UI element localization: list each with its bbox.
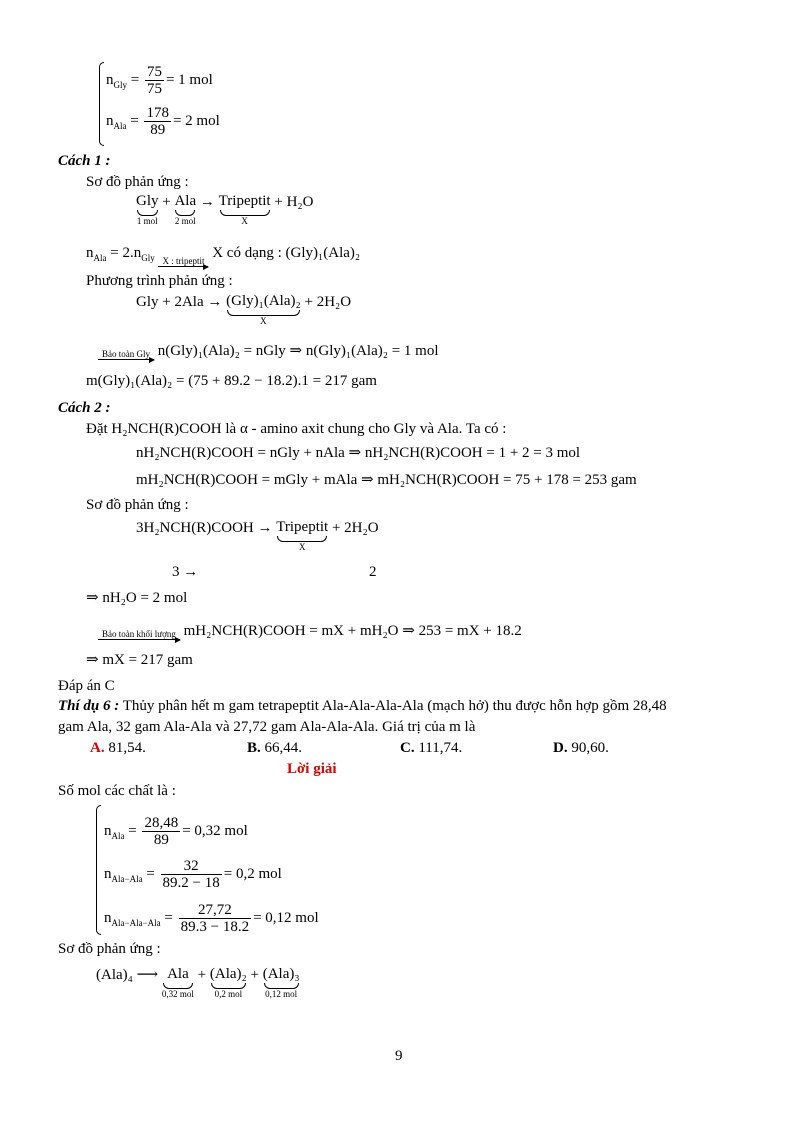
example6-title: Thí dụ 6 : <box>58 698 120 714</box>
intro-brace <box>99 62 104 146</box>
tripeptit-underbrace: Tripeptit X <box>276 519 329 552</box>
mass-conservation-arrow: Bảo toàn khối lượng <box>98 629 180 640</box>
option-c: C. 111,74. <box>400 740 463 756</box>
ala-reactant: Ala 2 mol <box>174 193 197 226</box>
cach2-equation: 3H₂NCH(R)COOH → Tripeptit X + 2H₂O <box>136 519 379 552</box>
page-number: 9 <box>395 1048 403 1064</box>
product-ala2: (Ala)₂ 0,2 mol <box>209 966 247 999</box>
product-underbrace: (Gly)₁(Ala)₂ X <box>226 293 301 326</box>
n-ala-line: $n_{Ala}$ = $\frac{28,48}{89}$ = 0,32 mol <box>104 815 248 848</box>
ala-fraction: $\frac{178}{89}$ <box>146 105 169 138</box>
cach2-mx: ⇒ mX = 217 gam <box>86 652 193 668</box>
cach1-heading: Cách 1 : <box>58 153 111 169</box>
hydrolysis-scheme: (Ala)₄ ⟶ Ala 0,32 mol + (Ala)₂ 0,2 mol + (Ala)₃ 0,12 mol <box>96 966 300 999</box>
cach1-equation: Gly + 2Ala → (Gly)₁(Ala)₂ X + 2H₂O <box>136 293 352 326</box>
cach1-scheme-label: Sơ đồ phản ứng : <box>86 174 189 190</box>
cach2-conservation: Bảo toàn khối lượng mH₂NCH(R)COOH = mX + mH₂O ⇒ 253 = mX + 18.2 <box>98 622 522 640</box>
cach1-eq-label: Phương trình phản ứng : <box>86 273 233 289</box>
cach1-scheme: Gly 1 mol + Ala 2 mol → Tripeptit X + H₂O <box>136 193 314 226</box>
scheme-label: Sơ đồ phản ứng : <box>58 941 161 957</box>
cach2-intro: Đặt H₂NCH(R)COOH là α - amino axit chung cho Gly và Ala. Ta có : <box>86 421 507 437</box>
cach1-ratio: $n_{Ala} = 2.n_{Gly}$ X : tripeptit X có dạng : (Gly)₁(Ala)₂ <box>86 245 361 266</box>
n-ala-equation: $n_{Ala}$ = $\frac{178}{89}$ = 2 mol <box>106 105 220 138</box>
cach2-m-expr: mH₂NCH(R)COOH = mGly + mAla ⇒ mH₂NCH(R)COOH = 75 + 178 = 253 gam <box>136 472 637 488</box>
gly-fraction: $\frac{75}{75}$ <box>146 64 162 97</box>
tripeptit-product: Tripeptit X <box>218 193 271 226</box>
example6-line2: gam Ala, 32 gam Ala-Ala và 27,72 gam Ala-Ala-Ala. Giá trị của m là <box>58 719 476 735</box>
option-b: B. 66,44. <box>247 740 303 756</box>
cach1-conservation: Bảo toàn Gly n(Gly)₁(Ala)₂ = nGly ⇒ n(Gly)₁(Ala)₂ = 1 mol <box>98 342 439 360</box>
n-ala-ala-line: $n_{Ala-Ala}$ = $\frac{32}{89.2 - 18}$ = 0,2 mol <box>104 858 282 891</box>
s1-fraction: $\frac{28,48}{89}$ <box>144 815 179 848</box>
solution-heading: Lời giải <box>287 761 337 777</box>
s2-fraction: $\frac{32}{89.2 - 18}$ <box>162 858 220 891</box>
cach2-nh2o: ⇒ nH₂O = 2 mol <box>86 590 188 606</box>
n-ala-ala-ala-line: $n_{Ala-Ala-Ala}$ = $\frac{27,72}{89.3 - 18.2}$ = 0,12 mol <box>104 902 319 935</box>
coef-right: 2 <box>369 564 377 580</box>
option-a: A. 81,54. <box>90 740 146 756</box>
cach2-scheme-label: Sơ đồ phản ứng : <box>86 497 189 513</box>
s3-fraction: $\frac{27,72}{89.3 - 18.2}$ <box>180 902 250 935</box>
product-ala: Ala 0,32 mol <box>161 966 194 999</box>
product-ala3: (Ala)₃ 0,12 mol <box>262 966 300 999</box>
moles-label: Số mol các chất là : <box>58 783 176 799</box>
coef-left: 3 → <box>172 564 199 580</box>
option-d: D. 90,60. <box>553 740 609 756</box>
gly-reactant: Gly 1 mol <box>136 193 159 226</box>
tripeptit-arrow: X : tripeptit <box>158 256 208 267</box>
moles-brace <box>96 805 101 935</box>
cach1-mass: m(Gly)₁(Ala)₂ = (75 + 89.2 − 18.2).1 = 217 gam <box>86 373 377 389</box>
cach2-heading: Cách 2 : <box>58 400 111 416</box>
cach2-n-expr: nH₂NCH(R)COOH = nGly + nAla ⇒ nH₂NCH(R)COOH = 1 + 2 = 3 mol <box>136 445 581 461</box>
n-gly-equation: $n_{Gly}$ = $\frac{75}{75}$ = 1 mol <box>106 64 213 97</box>
answer-line: Đáp án C <box>58 678 115 694</box>
example6-line1: Thí dụ 6 : Thủy phân hết m gam tetrapeptit Ala-Ala-Ala-Ala (mạch hở) thu được hỗn hợp gồm 28,48 <box>58 698 667 714</box>
conservation-arrow: Bảo toàn Gly <box>98 349 154 360</box>
